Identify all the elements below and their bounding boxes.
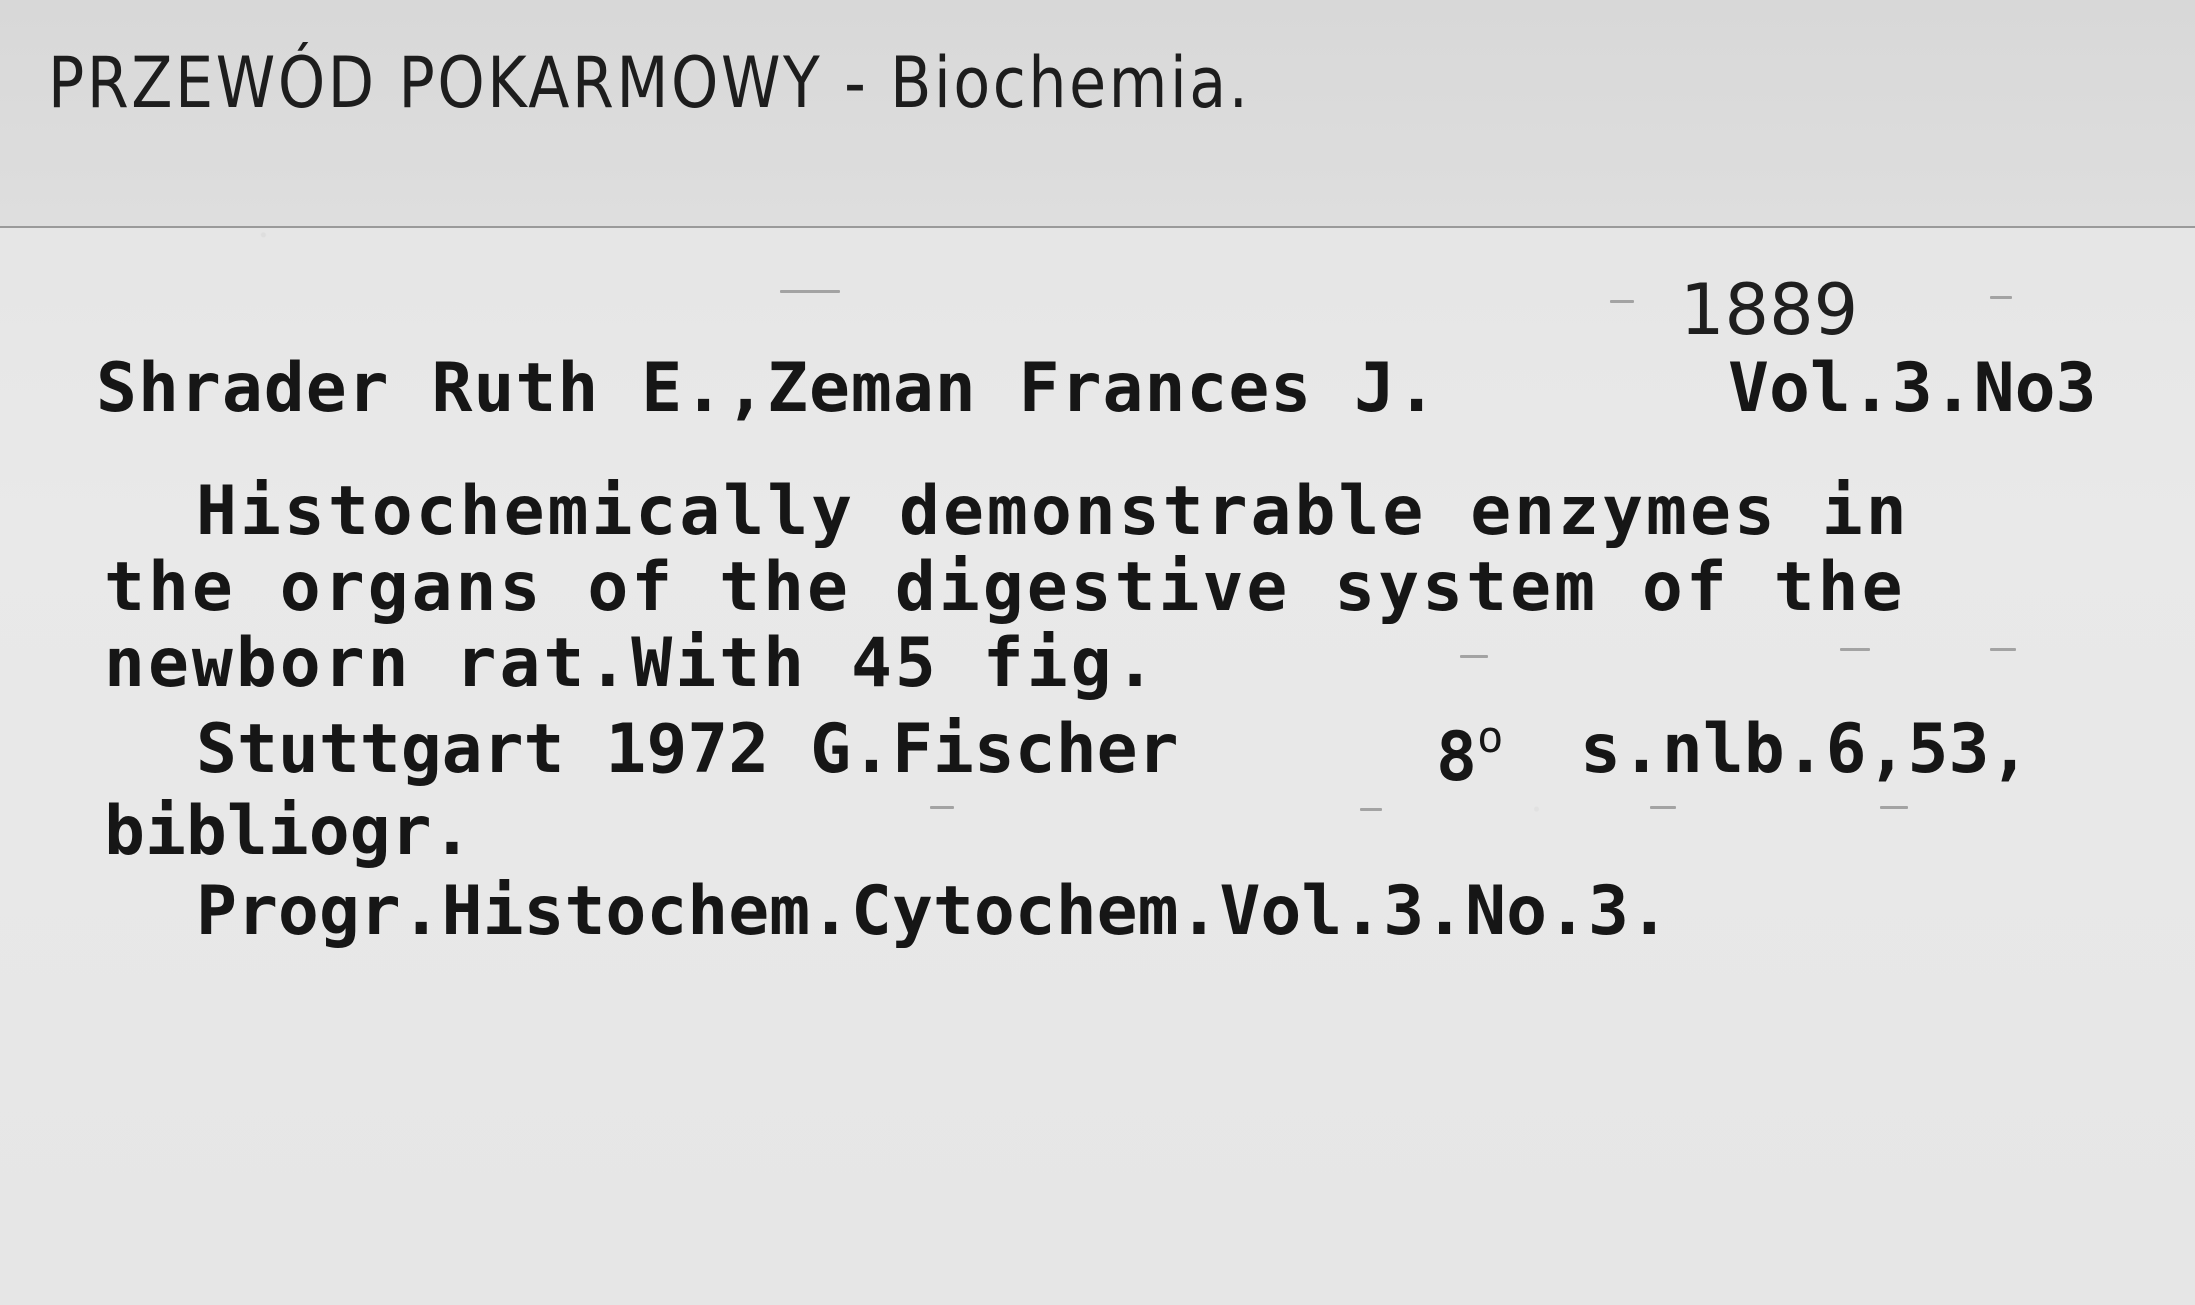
- format-degree: o: [1476, 712, 1504, 763]
- bibliography-note: bibliogr.: [104, 792, 473, 871]
- title-line-3: newborn rat.With 45 fig.: [104, 624, 1159, 703]
- title-line-1: Histochemically demonstrable enzymes in: [196, 472, 1910, 551]
- book-format: [1436, 712, 1504, 797]
- accession-year: 1889: [1680, 269, 1859, 351]
- series-citation: Progr.Histochem.Cytochem.Vol.3.No.3.: [196, 872, 1670, 951]
- header-divider: [0, 226, 2195, 228]
- format-number: 8: [1436, 718, 1477, 797]
- title-line-2: the organs of the digestive system of the: [104, 548, 1906, 627]
- pagination: s.nlb.6,53,: [1580, 710, 2031, 789]
- authors: Shrader Ruth E.,Zeman Frances J.: [96, 349, 1439, 428]
- volume-number: Vol.3.No3: [1728, 349, 2097, 428]
- subject-heading: PRZEWÓD POKARMOWY - Biochemia.: [48, 42, 1251, 124]
- imprint: Stuttgart 1972 G.Fischer: [196, 710, 1179, 789]
